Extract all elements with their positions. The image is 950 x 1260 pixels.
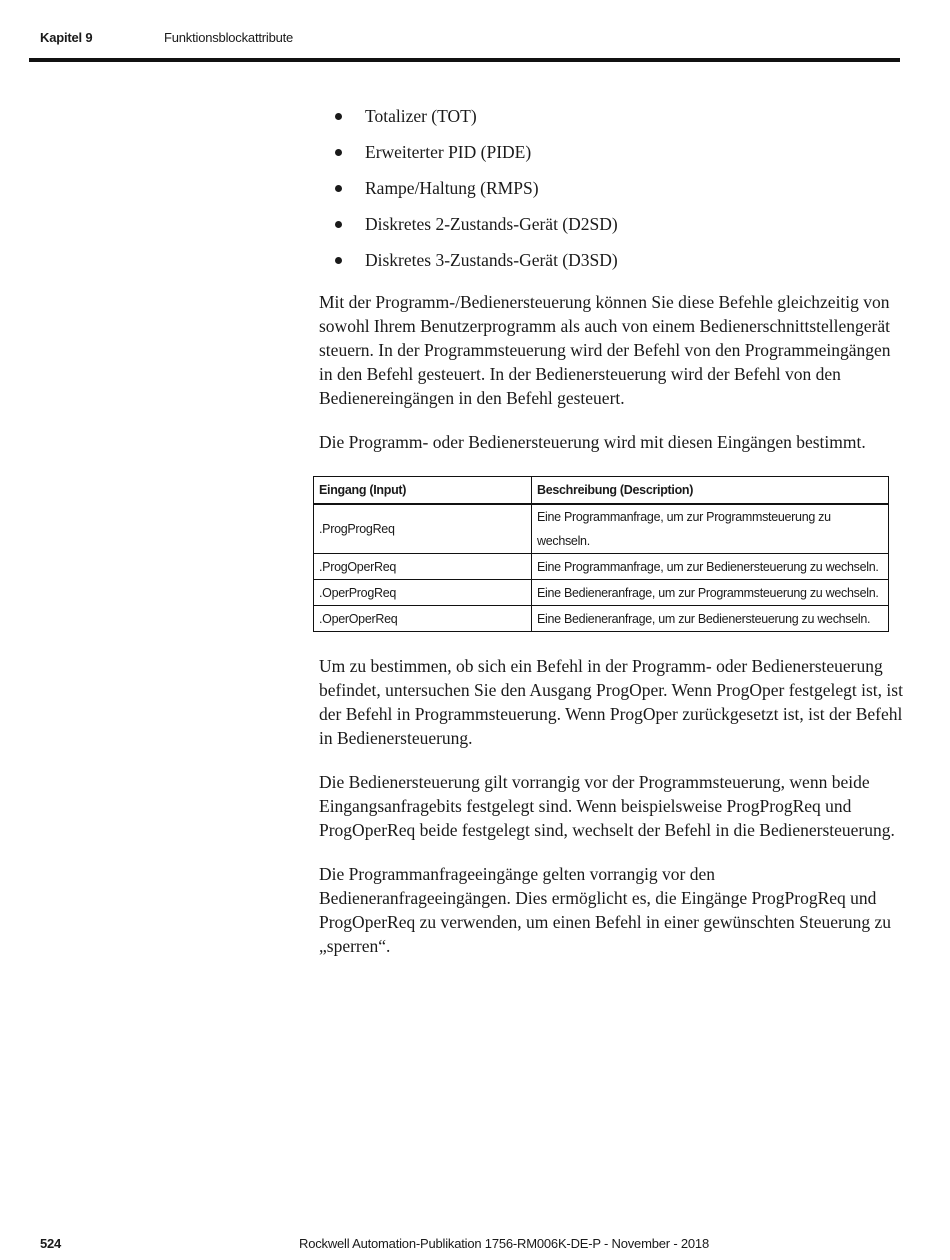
page-number: 524	[40, 1236, 62, 1251]
page-header	[40, 28, 900, 48]
input-table	[313, 476, 889, 632]
table-cell-description: Eine Bedieneranfrage, um zur Bedienersteuerung zu wechseln.	[532, 606, 889, 632]
list-item	[319, 210, 904, 246]
table-header-input: Eingang (Input)	[314, 477, 532, 505]
bullet-icon	[335, 113, 342, 120]
table-cell-input: .ProgProgReq	[314, 504, 532, 554]
table-row	[314, 606, 889, 632]
list-item-text: Diskretes 3-Zustands-Gerät (D3SD)	[365, 250, 618, 270]
paragraph-program-request-priority: Die Programmanfrageeingänge gelten vorrangig vor den Bedieneranfrageeingängen. Dies ermöglicht es, die Eingänge ProgProgReq und ProgOperReq zu verwenden, um einen Befehl in einer gewünschten Steuerung zu „sperren“.	[319, 864, 891, 956]
paragraph-program-operator-control: Mit der Programm-/Bedienersteuerung können Sie diese Befehle gleichzeitig von sowohl Ihrem Benutzerprogramm als auch von einem Bedienerschnittstellengerät steuern. In der Programmsteuerung wird der Befehl von den Programmeingängen in den Befehl gesteuert. In der Bedienersteuerung wird der Befehl von den Bedienereingängen in den Befehl gesteuert.	[319, 292, 891, 408]
table-cell-description: Eine Programmanfrage, um zur Programmsteuerung zu wechseln.	[532, 504, 889, 554]
table-cell-input: .OperOperReq	[314, 606, 532, 632]
paragraph-progoper-output: Um zu bestimmen, ob sich ein Befehl in der Programm- oder Bedienersteuerung befindet, untersuchen Sie den Ausgang ProgOper. Wenn ProgOper festgelegt ist, ist der Befehl in Programmsteuerung. Wenn ProgOper zurückgesetzt ist, ist der Befehl in Bedienersteuerung.	[319, 656, 903, 748]
bullet-icon	[335, 185, 342, 192]
list-item	[319, 138, 904, 174]
list-item	[319, 102, 904, 138]
table-cell-description: Eine Bedieneranfrage, um zur Programmsteuerung zu wechseln.	[532, 580, 889, 606]
list-item-text: Diskretes 2-Zustands-Gerät (D2SD)	[365, 214, 618, 234]
paragraph-inputs-intro: Die Programm- oder Bedienersteuerung wird mit diesen Eingängen bestimmt.	[319, 432, 866, 452]
table-cell-input: .ProgOperReq	[314, 554, 532, 580]
table-header-description: Beschreibung (Description)	[532, 477, 889, 505]
list-item	[319, 174, 904, 210]
list-item	[319, 246, 904, 282]
chapter-label: Kapitel 9	[40, 30, 93, 45]
table-row	[314, 504, 889, 554]
table-header-row	[314, 477, 889, 505]
instruction-list	[319, 102, 904, 282]
table-row	[314, 554, 889, 580]
bullet-icon	[335, 221, 342, 228]
table-cell-input: .OperProgReq	[314, 580, 532, 606]
publication-info: Rockwell Automation-Publikation 1756-RM006K-DE-P - November - 2018	[299, 1236, 709, 1251]
table-row	[314, 580, 889, 606]
bullet-icon	[335, 149, 342, 156]
main-content	[319, 102, 904, 958]
list-item-text: Erweiterter PID (PIDE)	[365, 142, 532, 162]
bullet-icon	[335, 257, 342, 264]
paragraph-operator-priority: Die Bedienersteuerung gilt vorrangig vor der Programmsteuerung, wenn beide Eingangsanfragebits festgelegt sind. Wenn beispielsweise ProgProgReq und ProgOperReq beide festgelegt sind, wechselt der Befehl in die Bedienersteuerung.	[319, 772, 895, 840]
header-divider	[29, 58, 900, 62]
list-item-text: Rampe/Haltung (RMPS)	[365, 178, 539, 198]
table-cell-description: Eine Programmanfrage, um zur Bedienersteuerung zu wechseln.	[532, 554, 889, 580]
section-title: Funktionsblockattribute	[164, 30, 294, 45]
list-item-text: Totalizer (TOT)	[365, 106, 477, 126]
